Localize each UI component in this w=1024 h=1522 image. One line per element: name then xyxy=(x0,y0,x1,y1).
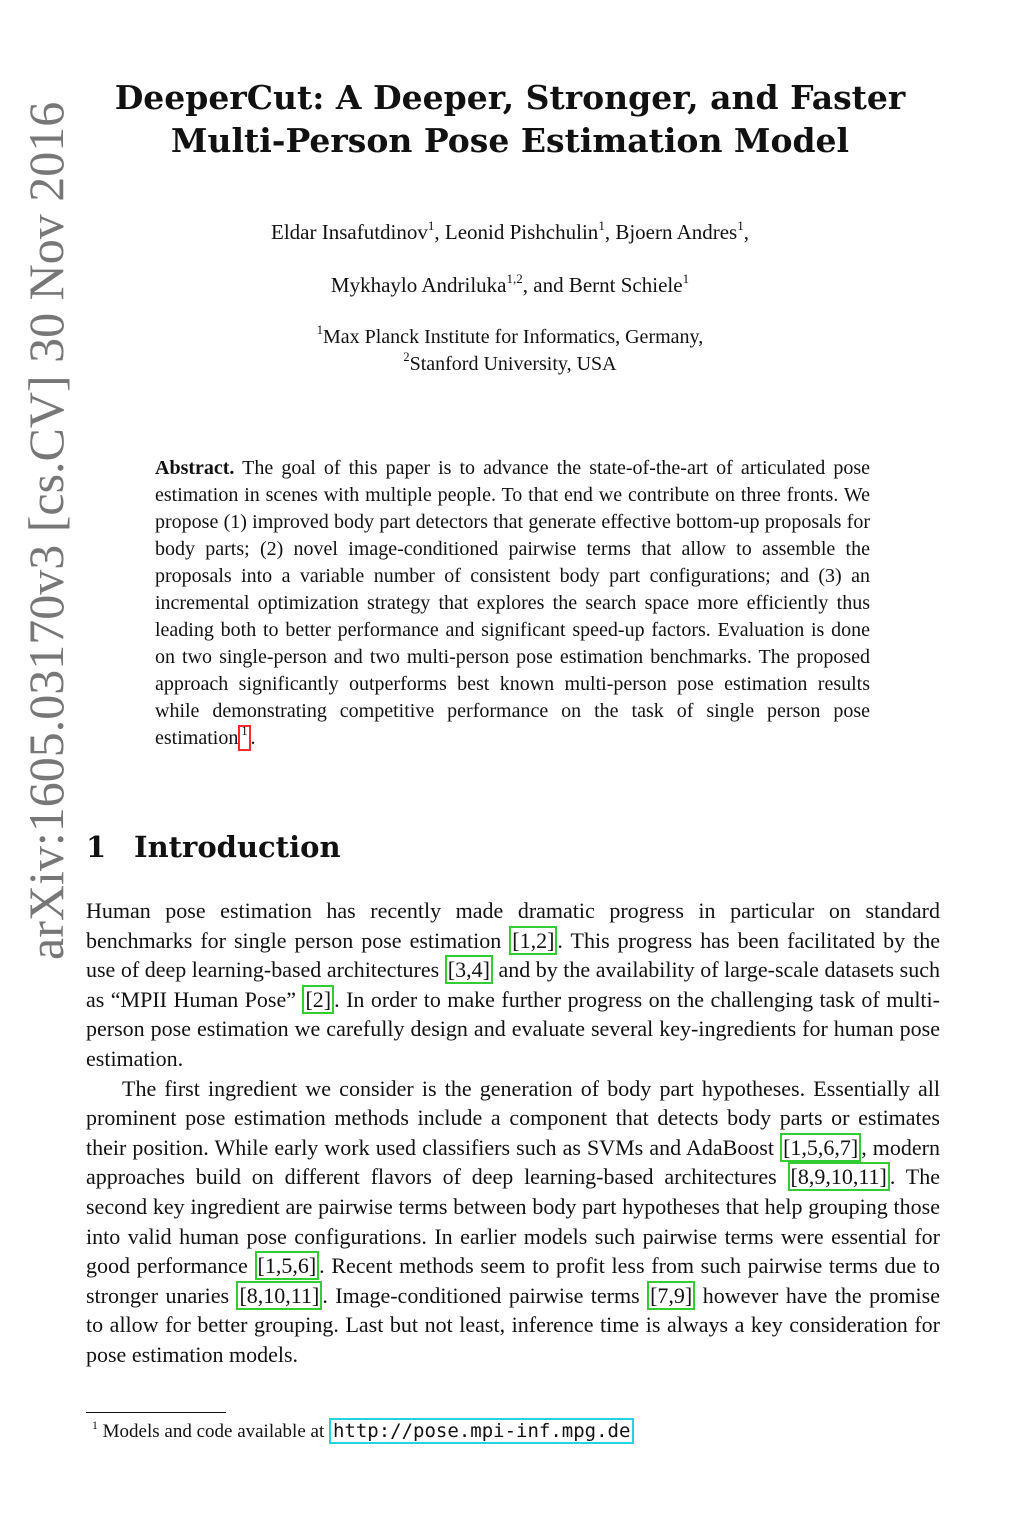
affiliation-marker: 1,2 xyxy=(506,270,523,286)
abstract-text: The goal of this paper is to advance the state-of-the-art of articulated pose estimation in scenes with multiple people. To that end we contribute on three fronts. We propose (1) improved body part detectors that generate effective bottom-up proposals for body parts; (2) novel image-conditioned pairwise terms that allow to assemble the proposals into a variable number of consistent body part configurations; and (3) an incremental optimization strategy that explores the search space more efficiently thus leading both to better performance and significant speed-up factors. Evaluation is done on two single-person and two multi-person pose estimation benchmarks. The proposed approach significantly outperforms best known multi-person pose estimation results while demonstrating competitive performance on the task of single person pose estimation xyxy=(155,457,871,749)
affiliation-text: Max Planck Institute for Informatics, Germany, xyxy=(322,326,704,348)
text-run: however have the promise to allow for better grouping. Last but not least, inference time is always a key consideration for pose estimation models. xyxy=(86,1282,940,1367)
text-run: and by the availability of large-scale datasets such as “MPII Human Pose” xyxy=(86,957,940,1012)
text-run: The first ingredient we consider is the generation of body part hypotheses. Essentially all prominent pose estimation methods include a component that detects body parts or estimates their position. While early work used classifiers such as SVMs and AdaBoost xyxy=(86,1075,940,1160)
affiliation-2 xyxy=(100,351,920,378)
text-run: . This progress has been facilitated by the use of deep learning-based architectures xyxy=(86,927,940,983)
intro-paragraph-1 xyxy=(86,896,940,1370)
citation-link[interactable]: [8,9,10,11] xyxy=(788,1162,890,1191)
citation-link[interactable]: [2] xyxy=(302,985,334,1014)
affiliation-marker: 1 xyxy=(737,217,744,233)
footnote-link[interactable] xyxy=(238,725,250,751)
footnote-mark: 1 xyxy=(92,1418,98,1432)
text-run: . Recent methods seem to profit less from such pairwise terms due to stronger unaries xyxy=(86,1253,940,1308)
citation-link[interactable]: [1,5,6,7] xyxy=(780,1133,861,1162)
separator: , xyxy=(743,220,749,244)
affiliation-marker: 1 xyxy=(316,323,323,338)
separator: , xyxy=(434,220,445,244)
citation-link[interactable]: [7,9] xyxy=(647,1281,695,1310)
citation-link[interactable]: [1,5,6] xyxy=(255,1251,320,1280)
affiliation-marker: 1 xyxy=(427,217,435,233)
author-line-1 xyxy=(100,218,920,246)
paper-title xyxy=(100,76,920,162)
text-run: Human pose estimation has recently made dramatic progress in particular on standard benchmarks for single person pose estimation xyxy=(86,898,940,953)
citation-link[interactable]: [8,10,11] xyxy=(236,1281,322,1310)
abstract-label: Abstract. xyxy=(155,457,235,479)
citation-link[interactable]: [3,4] xyxy=(445,955,493,984)
citation-link[interactable]: [1,2] xyxy=(509,926,557,955)
section-title: Introduction xyxy=(134,830,341,864)
author-name: Bjoern Andres xyxy=(615,220,738,244)
affiliation-marker: 1 xyxy=(598,217,605,233)
section-number: 1 xyxy=(86,830,107,864)
footnote-url-link[interactable]: http://pose.mpi-inf.mpg.de xyxy=(329,1418,634,1444)
abstract-end: . xyxy=(250,727,256,749)
author-name: Eldar Insafutdinov xyxy=(271,220,428,244)
text-run: . In order to make further progress on the challenging task of multi-person pose estimation we carefully design and evaluate several key-ingredients for human pose estimation. xyxy=(86,986,940,1071)
text-run: . Image-conditioned pairwise terms xyxy=(322,1282,648,1308)
footnote-ref: 1 xyxy=(241,724,248,739)
separator: , xyxy=(604,220,616,244)
title-line-2: Multi-Person Pose Estimation Model xyxy=(170,121,850,160)
text-run: . The second key ingredient are pairwise terms between body part hypotheses that help grouping those into valid human pose configurations. In earlier models such pairwise terms were essential for good performance xyxy=(86,1164,940,1279)
author-name: Bernt Schiele xyxy=(568,273,683,297)
author-name: Mykhaylo Andriluka xyxy=(330,273,507,297)
abstract xyxy=(155,455,870,752)
affiliation-marker: 2 xyxy=(403,350,410,365)
intro-paragraph-2 xyxy=(86,1074,940,1370)
author-name: Leonid Pishchulin xyxy=(444,220,599,244)
footnote xyxy=(92,1417,634,1446)
section-heading xyxy=(86,828,341,866)
title-line-1: DeeperCut: A Deeper, Stronger, and Faster xyxy=(114,78,906,117)
affiliation-marker: 1 xyxy=(682,270,690,286)
footnote-divider xyxy=(86,1412,226,1413)
separator: , and xyxy=(522,273,569,297)
arxiv-identifier: arXiv:1605.03170v3 [cs.CV] 30 Nov 2016 xyxy=(18,101,74,960)
text-run: , modern approaches build on different flavors of deep learning-based architectures xyxy=(86,1134,941,1190)
footnote-text: Models and code available at xyxy=(102,1421,329,1442)
affiliation-1 xyxy=(100,324,920,351)
author-line-2 xyxy=(100,271,920,299)
affiliation-text: Stanford University, USA xyxy=(409,353,617,375)
